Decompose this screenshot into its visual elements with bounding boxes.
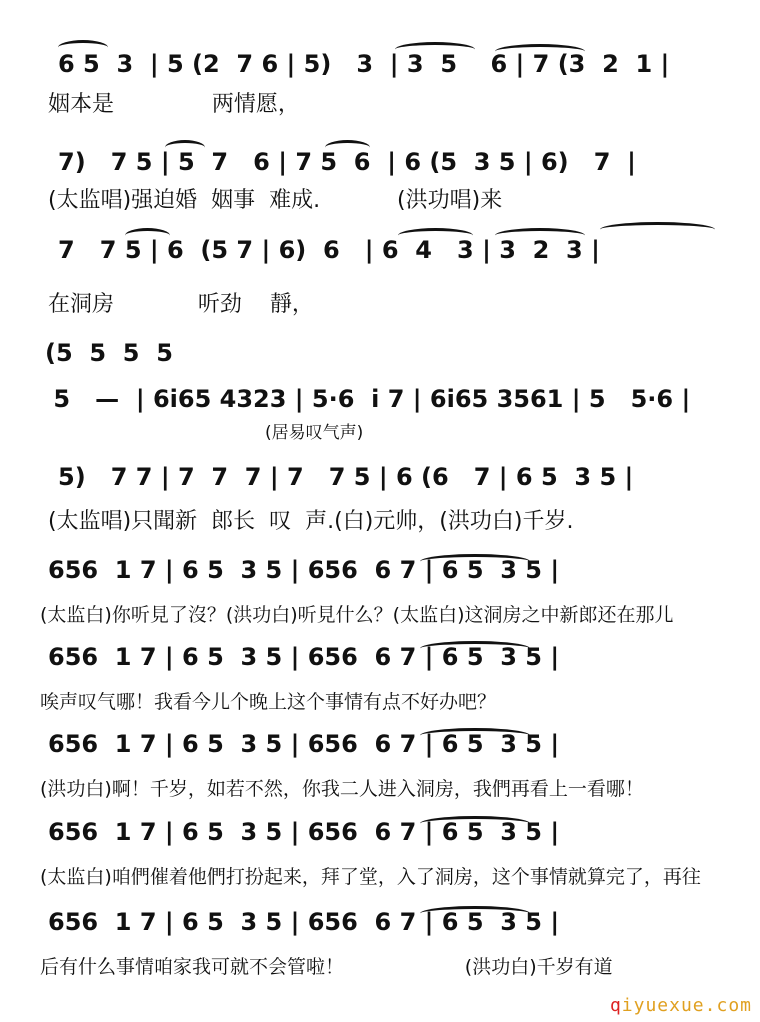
lyric-line: (太监白)咱們催着他們打扮起来，拜了堂，入了洞房，这个事情就算完了，再往 [40,866,701,888]
notation-line: 6 5 3 | 5 (2 7 6 | 5) 3 | 3 5 6 | 7 (3 2 1 | [58,50,670,78]
lyric-line: 后有什么事情咱家我可就不会管啦！ (洪功白)千岁有道 [40,956,613,978]
notation-line: 656 1 7 | 6 5 3 5 | 656 6 7 | 6 5 3 5 | [48,556,560,584]
notation-line: (5 5 5 5 5 — | 6i65 4323 | 5·6 i 7 | 6i65 3561 | 5 5·6 | [45,339,691,413]
lyric-line: 姻本是 两情愿， [48,92,300,117]
lyric-line: (太监唱)强迫婚 姻事 难成. (洪功唱)来 [48,188,503,213]
lyric-line: (洪功白)啊！千岁，如若不然，你我二人进入洞房，我們再看上一看哪！ [40,778,644,800]
lyric-line: (太监白)你听見了沒？(洪功白)听見什么？(太监白)这洞房之中新郎还在那儿 [40,604,674,626]
notation-line: 7) 7 5 | 5 7 6 | 7 5 6 | 6 (5 3 5 | 6) 7 | [58,148,636,176]
notation-line: 656 1 7 | 6 5 3 5 | 656 6 7 | 6 5 3 5 | [48,818,560,846]
notation-line: 656 1 7 | 6 5 3 5 | 656 6 7 | 6 5 3 5 | [48,730,560,758]
slur [600,222,715,237]
lyric-line: 唉声叹气哪！我看今儿个晚上这个事情有点不好办吧？ [40,691,497,713]
notation-line: 656 1 7 | 6 5 3 5 | 656 6 7 | 6 5 3 5 | [48,643,560,671]
lyric-line: (居易叹气声) [265,423,364,443]
notation-line: 656 1 7 | 6 5 3 5 | 656 6 7 | 6 5 3 5 | [48,908,560,936]
site-watermark: qiyuexue.com [609,995,752,1016]
notation-line: 7 7 5 | 6 (5 7 | 6) 6 | 6 4 3 | 3 2 3 | [58,236,600,264]
lyric-line: (太监唱)只聞新 郎长 叹 声.(白)元帅，(洪功白)千岁. [48,509,574,534]
notation-line: 5) 7 7 | 7 7 7 | 7 7 5 | 6 (6 7 | 6 5 3 5 | [58,463,634,491]
lyric-line: 在洞房 听劲 靜， [48,292,314,317]
